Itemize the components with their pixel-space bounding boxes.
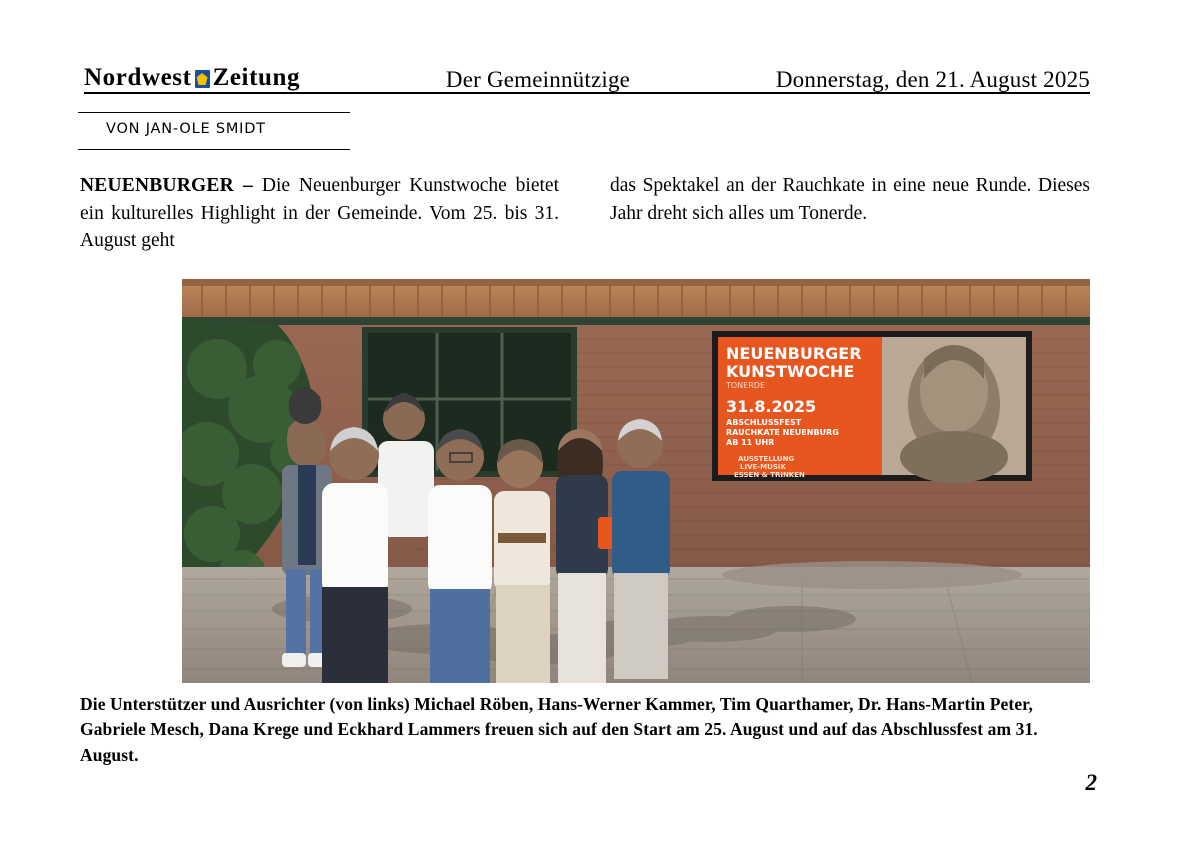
article-column-right: [610, 172, 1090, 227]
photo-caption: Die Unterstützer und Ausrichter (von links) Michael Röben, Hans-Werner Kammer, Tim Quarthamer, Dr. Hans-Martin Peter, Gabriele Mesch, Dana Krege und Eckhard Lammers freuen sich auf den Start am 25. August und auf das Abschlussfest am 31. August.: [80, 694, 1038, 765]
article-photo: [182, 279, 1090, 683]
logo-word-nordwest: Nordwest: [84, 64, 192, 91]
byline-rule-top: [78, 112, 350, 113]
svg-text:ESSEN & TRINKEN: ESSEN & TRINKEN: [734, 471, 805, 479]
page-number: 2: [1085, 770, 1097, 795]
byline-rule-bottom: [78, 149, 350, 150]
svg-text:31.8.2025: 31.8.2025: [726, 397, 817, 416]
svg-text:NEUENBURGER: NEUENBURGER: [726, 344, 862, 363]
byline-text: VON JAN-OLE SMIDT: [106, 121, 266, 137]
svg-text:AUSSTELLUNG: AUSSTELLUNG: [738, 455, 795, 463]
newspaper-logo: [84, 64, 300, 92]
svg-text:KUNSTWOCHE: KUNSTWOCHE: [726, 362, 855, 381]
section-title: Der Gemeinnützige: [445, 67, 631, 92]
article-column-left: [80, 172, 559, 255]
svg-text:LIVE-MUSIK: LIVE-MUSIK: [740, 463, 786, 471]
masthead: [84, 52, 1090, 92]
byline: [78, 112, 350, 150]
logo-word-zeitung: Zeitung: [212, 64, 301, 91]
article-text-left: Die Neuenburger Kunstwoche bietet ein kulturelles Highlight in der Gemeinde. Vom 25. bis 31. August geht: [80, 175, 559, 252]
svg-text:RAUCHKATE NEUENBURG: RAUCHKATE NEUENBURG: [726, 428, 839, 437]
svg-text:TONERDE: TONERDE: [726, 381, 765, 390]
article-lead-in: NEUENBURGER –: [80, 175, 253, 196]
article-text-right: das Spektakel an der Rauchkate in eine neue Runde. Dieses Jahr dreht sich alles um Tonerde.: [610, 175, 1090, 224]
svg-text:ABSCHLUSSFEST: ABSCHLUSSFEST: [726, 418, 802, 427]
issue-date: Donnerstag, den 21. August 2025: [775, 67, 1090, 92]
crest-icon: [195, 70, 210, 88]
svg-text:AB 11 UHR: AB 11 UHR: [726, 438, 775, 447]
masthead-rule: [84, 92, 1090, 94]
